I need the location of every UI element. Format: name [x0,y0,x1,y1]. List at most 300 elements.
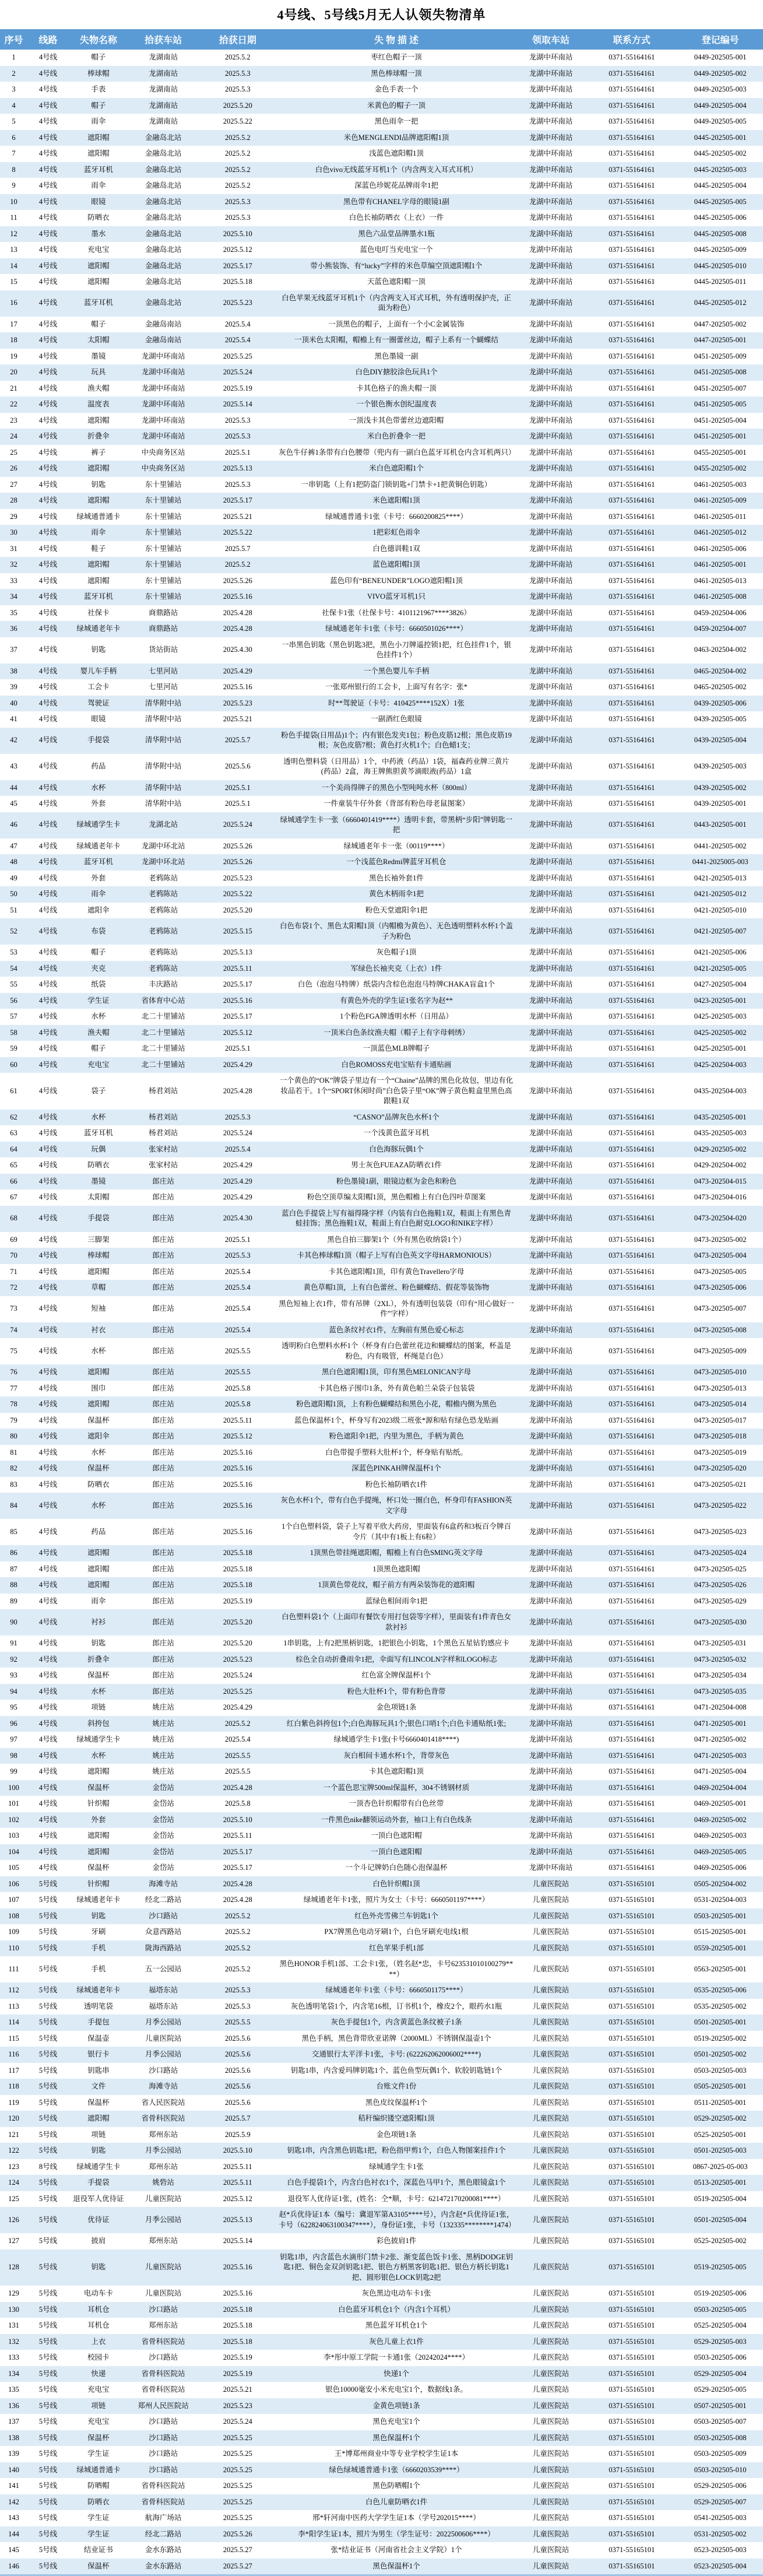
cell-registration-no: 0443-202505-001 [694,820,747,829]
cell-pickup-station: 龙湖中环南站 [529,873,573,882]
cell-line: 5号线 [38,2237,58,2245]
cell-found-date: 2025.5.26 [223,576,252,585]
cell-item-name: 斜挎包 [87,1719,110,1728]
cell-contact-phone: 0371-55164161 [609,1112,655,1121]
cell-description: 枣红色帽子一顶 [371,53,422,61]
cell-found-station: 杨君刘站 [149,1112,178,1121]
cell-line: 5号线 [38,1943,58,1952]
cell-index: 89 [10,1596,17,1605]
cell-found-station: 五一公园站 [145,1964,182,1973]
cell-line: 4号线 [38,1235,58,1244]
cell-found-date: 2025.5.3 [224,69,251,78]
table-row [0,1189,763,1206]
cell-contact-phone: 0371-55165101 [609,1943,655,1952]
cell-description: 交通银行太平洋卡1张，卡号: (622262062006002****) [312,2050,481,2058]
cell-description: 王*博郑州商业中等专业学校学生证1本 [334,2449,459,2458]
cell-item-name: 蓝牙耳机 [83,592,113,601]
cell-contact-phone: 0371-55164161 [609,1145,655,1153]
cell-item-name: 充电宝 [87,2417,110,2426]
cell-item-name: 水杯 [91,1012,106,1020]
cell-contact-phone: 0371-55165101 [609,2018,655,2026]
cell-pickup-station: 龙湖中环南站 [529,1527,573,1536]
cell-contact-phone: 0371-55164161 [609,229,655,238]
cell-found-date: 2025.5.18 [223,1549,252,1557]
cell-line: 4号线 [38,964,58,973]
table-row [0,2366,763,2382]
cell-contact-phone: 0371-55164161 [609,1501,655,1510]
cell-description: PX7牌黑色电动牙刷1个，白色牙刷充电线1根 [324,1928,469,1936]
cell-pickup-station: 儿童医院站 [532,2178,569,2187]
cell-registration-no: 0473-202504-015 [694,1177,747,1185]
column-header-description: 失 物 描 述 [277,29,516,50]
cell-registration-no: 0445-202505-012 [694,299,747,307]
table-row [0,2430,763,2447]
cell-description: 黑色HONOR手机1部、工会卡1张，（姓名赵*忠，卡号623531010100279****） [279,1960,514,1978]
cell-contact-phone: 0371-55164161 [609,1416,655,1424]
cell-item-name: 遮阳帽 [87,261,110,270]
cell-found-station: 龙湖中环北站 [141,841,185,850]
cell-pickup-station: 龙湖中环南站 [529,1703,573,1711]
cell-item-name: 遮阳伞 [87,1432,110,1440]
cell-found-date: 2025.5.18 [223,278,252,286]
cell-contact-phone: 0371-55164161 [609,1161,655,1169]
cell-index: 36 [10,624,17,633]
cell-description: 米色遮阳帽1顶 [372,496,420,504]
cell-registration-no: 0529-202505-004 [694,2369,747,2378]
cell-pickup-station: 龙湖中环南站 [529,1767,573,1775]
cell-found-station: 月季公园站 [145,2146,182,2154]
table-row [0,98,763,114]
cell-item-name: 水杯 [91,1112,106,1121]
cell-description: 米黄色的帽子一顶 [367,101,426,110]
cell-registration-no: 0501-202505-001 [694,2018,747,2026]
cell-found-station: 清华附中站 [145,783,182,792]
table-row [0,993,763,1009]
cell-registration-no: 0503-202505-009 [694,2449,747,2458]
cell-line: 4号线 [38,1527,58,1536]
cell-index: 95 [10,1703,17,1711]
cell-found-station: 海滩寺站 [149,2082,178,2090]
cell-registration-no: 0505-202505-001 [694,2082,747,2090]
cell-pickup-station: 龙湖中环南站 [529,1735,573,1743]
cell-registration-no: 0529-202505-002 [694,2114,747,2122]
cell-line: 4号线 [38,1086,58,1095]
cell-found-station: 北二十里铺站 [141,1028,185,1037]
cell-found-date: 2025.5.19 [223,384,252,392]
cell-found-station: 经北二路站 [145,1896,182,1904]
cell-found-station: 航海广场站 [145,2514,182,2522]
cell-index: 127 [8,2237,19,2245]
cell-pickup-station: 龙湖中环南站 [529,245,573,254]
cell-index: 32 [10,560,17,568]
cell-found-date: 2025.5.23 [223,1655,252,1663]
cell-item-name: 水杯 [91,1751,106,1760]
cell-index: 5 [12,117,16,125]
cell-found-station: 沙口路站 [149,1911,178,1920]
cell-contact-phone: 0371-55164161 [609,1719,655,1728]
cell-item-name: 袋子 [91,1086,106,1095]
cell-line: 4号线 [38,873,58,882]
cell-pickup-station: 龙湖中环南站 [529,261,573,270]
cell-contact-phone: 0371-55164161 [609,165,655,174]
cell-registration-no: 0519-202505-002 [694,2034,747,2042]
cell-pickup-station: 龙湖中环南站 [529,1719,573,1728]
cell-pickup-station: 龙湖中环南站 [529,1368,573,1376]
cell-index: 61 [10,1086,17,1095]
cell-found-date: 2025.5.7 [224,736,251,745]
table-row [0,82,763,98]
cell-found-station: 金岱站 [152,1863,174,1872]
cell-found-station: 月季公园站 [145,2215,182,2224]
cell-item-name: 结业证书 [83,2546,113,2554]
cell-index: 69 [10,1235,17,1244]
cell-contact-phone: 0371-55164161 [609,1564,655,1573]
cell-pickup-station: 龙湖中环南站 [529,1831,573,1840]
cell-registration-no: 0439-202505-001 [694,799,747,808]
cell-item-name: 裤子 [91,448,106,457]
cell-contact-phone: 0371-55164161 [609,1267,655,1276]
cell-registration-no: 0445-202505-001 [694,133,747,142]
cell-contact-phone: 0371-55164161 [609,576,655,585]
cell-found-station: 老鸦陈站 [149,906,178,914]
cell-found-date: 2025.5.19 [223,2353,252,2361]
cell-description: 钥匙1串，内含爱玛牌钥匙1个、蓝色鱼型玩偶1个、软胶钥匙链1个 [290,2066,502,2075]
cell-item-name: 药品 [91,1527,106,1536]
cell-item-name: 遮阳帽 [87,464,110,472]
cell-registration-no: 0445-202505-002 [694,149,747,157]
cell-index: 85 [10,1527,17,1536]
table-row [0,1142,763,1158]
cell-description: 白色vivo无线蓝牙耳机1个（内含两支入耳式耳机） [315,165,478,174]
cell-registration-no: 0459-202504-006 [694,608,747,617]
cell-description: 透明色塑料袋（日用品）1个，中药液（药品）1袋，福森药业牌三黄片(药品）2盒，海王牌熊胆黄芩滴眼液(药品）1盒 [283,757,509,775]
cell-registration-no: 0451-202505-007 [694,384,747,392]
cell-pickup-station: 儿童医院站 [532,2305,569,2314]
cell-found-station: 龙湖中环南站 [141,432,185,440]
cell-description: 一件黑色nike翻领运动外套，袖口上有白色线条 [321,1815,472,1824]
table-row [0,1545,763,1561]
cell-registration-no: 0473-202505-020 [694,1464,747,1472]
cell-contact-phone: 0371-55164161 [609,1235,655,1244]
cell-found-station: 姚庄站 [152,1751,174,1760]
cell-index: 73 [10,1304,17,1313]
table-row [0,509,763,525]
cell-description: 卡其色遮阳帽1顶，印有黄色Travellero字母 [328,1267,465,1276]
cell-description: 一个斗记牌奶白色随心泡保温杯 [345,1863,448,1872]
cell-line: 4号线 [38,299,58,307]
cell-contact-phone: 0371-55164161 [609,762,655,771]
header-row [0,29,763,50]
cell-item-name: 钥匙 [91,1911,106,1920]
cell-found-station: 省人民医院站 [141,2098,185,2107]
cell-line: 4号线 [38,1564,58,1573]
cell-description: 棕色全自动折叠雨伞1把，伞面写有LINCOLN字样和LOGO标志 [296,1655,497,1663]
cell-found-date: 2025.5.21 [223,2385,252,2393]
table-row [0,396,763,413]
cell-index: 46 [10,820,17,829]
cell-item-name: 上衣 [91,2337,106,2346]
table-row [0,226,763,243]
table-row [0,1876,763,1893]
cell-item-name: 银行卡 [87,2050,110,2058]
cell-description: 一串黑色钥匙（黑色钥匙3把，黑色小刀牌遥控锁1把，红色挂件1个，银色挂件1个） [282,640,511,659]
cell-found-date: 2025.5.1 [224,799,251,808]
cell-index: 131 [8,2321,19,2329]
cell-found-station: 东十里铺站 [145,544,182,553]
cell-description: 白色针织帽1顶 [372,1879,420,1888]
cell-pickup-station: 儿童医院站 [532,2237,569,2245]
cell-item-name: 遮阳帽 [87,1400,110,1408]
cell-registration-no: 0473-202505-029 [694,1596,747,1605]
cell-found-date: 2025.5.24 [223,368,252,376]
cell-found-date: 2025.5.3 [224,1251,251,1259]
table-row [0,2414,763,2430]
cell-item-name: 遮阳帽 [87,1368,110,1376]
cell-line: 4号线 [38,149,58,157]
cell-pickup-station: 儿童医院站 [532,2002,569,2010]
cell-found-date: 2025.5.12 [223,2194,252,2203]
cell-contact-phone: 0371-55164161 [609,133,655,142]
cell-index: 128 [8,2263,19,2271]
table-row [0,1322,763,1339]
cell-registration-no: 0473-202505-024 [694,1549,747,1557]
cell-item-name: 短袖 [91,1304,106,1313]
cell-registration-no: 0445-202505-009 [694,245,747,254]
cell-item-name: 折叠伞 [87,1655,110,1663]
cell-item-name: 遮阳帽 [87,496,110,504]
cell-registration-no: 0469-202505-006 [694,1863,747,1872]
table-row [0,1057,763,1073]
cell-contact-phone: 0371-55164161 [609,53,655,61]
cell-item-name: 保温杯 [87,1464,110,1472]
cell-description: 钥匙1串，内含蓝色水滴形门禁卡2张、渐变蓝色饭卡1张、黑柄DODGE钥匙1把、铜色金双剑钥匙1把、银色方柄黑客钥匙1把、银色方柄长钥匙1把、圆形银色LOCK钥匙2把 [279,2252,513,2282]
cell-pickup-station: 儿童医院站 [532,2263,569,2271]
cell-index: 81 [10,1448,17,1457]
table-row [0,178,763,194]
cell-item-name: 外套 [91,799,106,808]
cell-index: 16 [10,299,17,307]
cell-found-station: 老鸦陈站 [149,926,178,935]
cell-registration-no: 0441-2025005-003 [692,858,748,866]
table-row [0,1924,763,1940]
cell-description: “CASNO”品牌灰色水杯1个 [353,1112,439,1121]
cell-pickup-station: 龙湖中环南站 [529,948,573,956]
cell-found-date: 2025.5.25 [223,2514,252,2522]
cell-description: 白色塑料袋1个（上面印有餐饮专用打包袋等字样），里面装有1件青色女款衬衫 [282,1613,511,1631]
cell-item-name: 遮阳帽 [87,1267,110,1276]
cell-item-name: 针织帽 [87,1799,110,1808]
cell-description: 白色ROMOSS充电宝贴有卡通贴画 [341,1060,452,1069]
cell-contact-phone: 0371-55165101 [609,1986,655,1994]
cell-found-date: 2025.5.5 [224,1767,251,1775]
cell-line: 4号线 [38,1831,58,1840]
cell-item-name: 蓝牙耳机 [83,165,113,174]
cell-contact-phone: 0371-55164161 [609,496,655,504]
cell-registration-no: 0473-202505-017 [694,1416,747,1424]
table-row [0,2175,763,2191]
cell-registration-no: 0501-202505-003 [694,2146,747,2154]
cell-contact-phone: 0371-55164161 [609,480,655,489]
cell-description: 粉色墨镜1副，眼镜边框为金色和粉色 [336,1177,457,1185]
cell-item-name: 绿城通学生卡 [76,2162,121,2171]
cell-line: 5号线 [38,2337,58,2346]
cell-item-name: 钥匙串 [87,2066,110,2075]
cell-contact-phone: 0371-55165101 [609,1911,655,1920]
cell-registration-no: 0459-202504-007 [694,624,747,633]
cell-item-name: 针织帽 [87,1879,110,1888]
cell-found-date: 2025.5.6 [224,2050,251,2058]
cell-found-date: 2025.5.1 [224,448,251,457]
cell-index: 17 [10,320,17,328]
table-row [0,1025,763,1041]
cell-description: 一个浅蓝色Redmi牌蓝牙耳机仓 [346,858,446,866]
cell-line: 4号线 [38,1177,58,1185]
cell-pickup-station: 龙湖中环南站 [529,1639,573,1647]
cell-pickup-station: 龙湖中环南站 [529,1193,573,1201]
column-header-item-name: 失物名称 [69,29,128,50]
cell-found-date: 2025.5.7 [224,2114,251,2122]
cell-line: 4号线 [38,1549,58,1557]
cell-pickup-station: 龙湖中环南站 [529,1863,573,1872]
cell-found-station: 商鼎路站 [149,608,178,617]
cell-found-station: 郎庄站 [152,1564,174,1573]
cell-pickup-station: 龙湖中环南站 [529,1161,573,1169]
cell-index: 135 [8,2385,19,2393]
cell-found-date: 2025.5.6 [224,2066,251,2075]
cell-contact-phone: 0371-55164161 [609,1751,655,1760]
cell-description: 张*结业证书（河南省社会主义学院）1个 [330,2546,462,2554]
cell-line: 4号线 [38,1145,58,1153]
table-row [0,2191,763,2208]
cell-item-name: 帽子 [91,320,106,328]
cell-item-name: 水杯 [91,1346,106,1355]
cell-contact-phone: 0371-55165101 [609,2050,655,2058]
cell-index: 67 [10,1193,17,1201]
cell-contact-phone: 0371-55164161 [609,448,655,457]
cell-found-date: 2025.5.16 [223,683,252,691]
cell-found-station: 金融岛北站 [145,245,182,254]
cell-registration-no: 0503-202505-008 [694,2433,747,2442]
cell-pickup-station: 龙湖中环南站 [529,1384,573,1392]
cell-found-date: 2025.5.12 [223,1432,252,1440]
cell-contact-phone: 0371-55164161 [609,841,655,850]
cell-description: 秸秆编织镂空遮阳帽1顶 [358,2114,435,2122]
cell-pickup-station: 龙湖中环南站 [529,400,573,408]
cell-index: 114 [8,2018,19,2026]
cell-index: 100 [8,1783,19,1792]
cell-line: 5号线 [38,2034,58,2042]
cell-item-name: 婴儿车手柄 [80,666,117,675]
cell-registration-no: 0525-202505-001 [694,2130,747,2139]
cell-found-date: 2025.5.7 [224,544,251,553]
cell-contact-phone: 0371-55164161 [609,261,655,270]
cell-index: 133 [8,2353,19,2361]
table-row [0,493,763,509]
table-row [0,1700,763,1716]
cell-pickup-station: 龙湖中环南站 [529,480,573,489]
cell-line: 4号线 [38,1617,58,1626]
cell-contact-phone: 0371-55164161 [609,980,655,988]
table-row [0,903,763,919]
cell-found-date: 2025.5.8 [224,1799,251,1808]
cell-found-station: 金融岛北站 [145,213,182,222]
cell-found-date: 2025.5.26 [223,841,252,850]
cell-found-date: 2025.5.19 [223,2369,252,2378]
cell-registration-no: 0473-202505-013 [694,1384,747,1392]
cell-line: 5号线 [38,2385,58,2393]
cell-found-station: 龙湖南站 [149,53,178,61]
cell-line: 5号线 [38,2482,58,2490]
cell-found-station: 郑州人民医院站 [138,2401,189,2410]
cell-description: 粉色大肚杯1个，带有粉色背带 [347,1687,446,1696]
cell-contact-phone: 0371-55164161 [609,320,655,328]
cell-contact-phone: 0371-55164161 [609,715,655,723]
cell-contact-phone: 0371-55165101 [609,2465,655,2474]
table-row [0,461,763,477]
table-row [0,1338,763,1364]
cell-description: 粉色空顶草编太阳帽1顶，黑色帽檐上有白色四叶草图案 [307,1193,486,1201]
cell-registration-no: 0473-202505-035 [694,1687,747,1696]
table-row [0,1396,763,1413]
cell-contact-phone: 0371-55164161 [609,299,655,307]
cell-item-name: 钥匙 [91,1639,106,1647]
table-row [0,1429,763,1445]
cell-registration-no: 0461-202505-006 [694,544,747,553]
cell-description: 灰色儿童上衣1件 [369,2337,424,2346]
table-row [0,945,763,961]
cell-description: 米白色折叠伞一把 [367,432,426,440]
cell-contact-phone: 0371-55164161 [609,1012,655,1020]
cell-pickup-station: 儿童医院站 [532,2289,569,2297]
cell-found-station: 郑州东站 [149,2162,178,2171]
cell-description: 黑色长袖外套1件 [369,873,424,882]
cell-description: 1个白色塑料袋，袋子上写着平欣大药房，里面装有6盒药和3板百令牌百令片（其中有1板上有6粒） [282,1522,511,1541]
cell-item-name: 墨水 [91,229,106,238]
cell-pickup-station: 儿童医院站 [532,1964,569,1973]
cell-found-station: 省骨科医院站 [141,2337,185,2346]
cell-index: 59 [10,1044,17,1052]
table-row [0,728,763,754]
cell-line: 4号线 [38,858,58,866]
cell-found-date: 2025.5.14 [223,2237,252,2245]
cell-description: 一顶白色遮阳帽 [371,1847,422,1856]
cell-line: 4号线 [38,799,58,808]
cell-found-station: 金岱站 [152,1799,174,1808]
cell-registration-no: 0445-202505-011 [694,278,747,286]
cell-index: 125 [8,2194,19,2203]
cell-found-station: 龙湖南站 [149,69,178,78]
cell-pickup-station: 儿童医院站 [532,2018,569,2026]
cell-found-station: 郎庄站 [152,1346,174,1355]
cell-contact-phone: 0371-55164161 [609,352,655,360]
cell-pickup-station: 龙湖中环南站 [529,799,573,808]
cell-found-station: 月季公园站 [145,2018,182,2026]
cell-registration-no: 0447-202505-002 [694,320,747,328]
cell-found-date: 2025.5.6 [224,2034,251,2042]
cell-description: 绿城通老年卡1张（卡号：6660501026****） [325,624,467,633]
cell-pickup-station: 儿童医院站 [532,2401,569,2410]
cell-item-name: 绿城通老年卡 [76,1986,121,1994]
cell-index: 94 [10,1687,17,1696]
cell-registration-no: 0439-202505-002 [694,783,747,792]
cell-item-name: 太阳帽 [87,1193,110,1201]
cell-found-station: 龙湖中环南站 [141,368,185,376]
table-row [0,1812,763,1829]
cell-index: 38 [10,666,17,675]
cell-pickup-station: 龙湖中环南站 [529,213,573,222]
cell-pickup-station: 龙湖中环南站 [529,699,573,707]
cell-pickup-station: 龙湖中环南站 [529,964,573,973]
